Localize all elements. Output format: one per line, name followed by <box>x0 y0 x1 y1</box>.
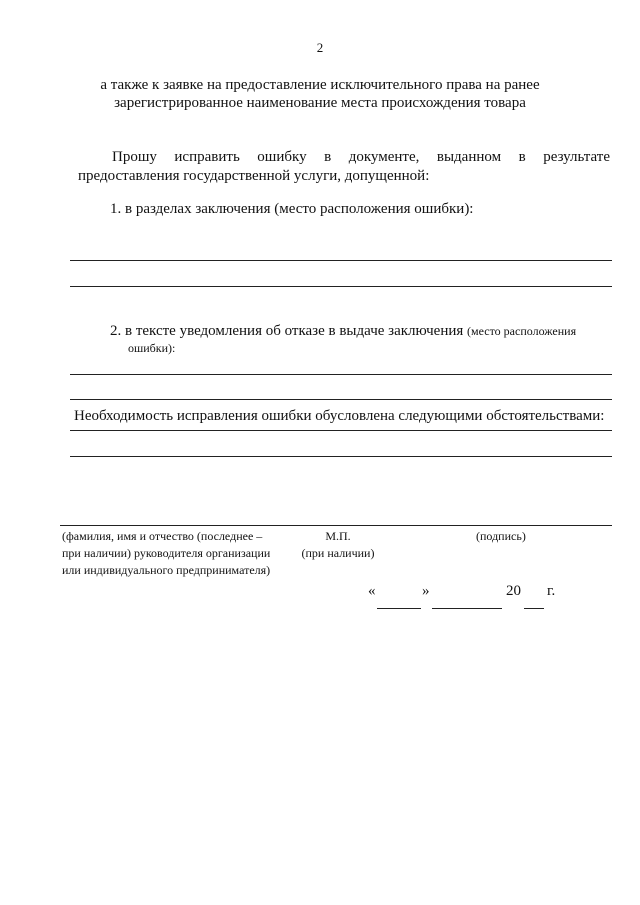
stamp-label-1: М.П. <box>325 529 351 543</box>
fill-line-3b[interactable] <box>70 456 612 457</box>
item-2-note-cont: ошибки): <box>128 341 176 355</box>
stamp-label-2: (при наличии) <box>301 546 375 560</box>
date-day-line[interactable] <box>377 608 421 609</box>
request-paragraph <box>78 148 610 186</box>
item-2-number: 2. <box>110 323 122 339</box>
signature-line[interactable] <box>60 525 612 526</box>
item-2-text: в тексте уведомления об отказе в выдаче заключения <box>125 323 464 339</box>
item-1 <box>110 200 610 218</box>
name-label <box>62 528 270 579</box>
request-line-1: Прошу исправить ошибку в документе, выданном в результате <box>112 149 610 165</box>
date-open-quote: « <box>368 583 376 599</box>
sign-label: (подпись) <box>476 529 526 543</box>
item-2-note: (место расположения <box>467 324 577 338</box>
reason-heading: Необходимость исправления ошибки обусловлена следующими обстоятельствами: <box>74 408 605 424</box>
intro-line-2: зарегистрированное наименование места происхождения товара <box>114 95 526 111</box>
page-number: 2 <box>316 40 324 55</box>
item-1-text: в разделах заключения (место расположения ошибки): <box>125 201 474 217</box>
name-label-2: при наличии) руководителя организации <box>62 546 271 560</box>
fill-line-1b[interactable] <box>70 286 612 287</box>
item-1-number: 1. <box>110 201 122 217</box>
fill-line-2a[interactable] <box>70 374 612 375</box>
date-month-line[interactable] <box>432 608 502 609</box>
request-line-2: предоставления государственной услуги, допущенной: <box>78 168 430 184</box>
name-label-3: или индивидуального предпринимателя) <box>62 563 271 577</box>
date-year-line[interactable] <box>524 608 544 609</box>
date-close-quote: » <box>422 583 430 599</box>
fill-line-3a[interactable] <box>70 430 612 431</box>
intro-line-1: а также к заявке на предоставление исключительного права на ранее <box>100 77 540 93</box>
name-label-1: (фамилия, имя и отчество (последнее – <box>62 529 263 543</box>
date-year-suffix: г. <box>547 583 556 599</box>
date-year-prefix: 20 <box>506 583 521 599</box>
fill-line-2b[interactable] <box>70 399 612 400</box>
item-2 <box>110 322 610 340</box>
stamp-label <box>298 528 378 562</box>
fill-line-1a[interactable] <box>70 260 612 261</box>
